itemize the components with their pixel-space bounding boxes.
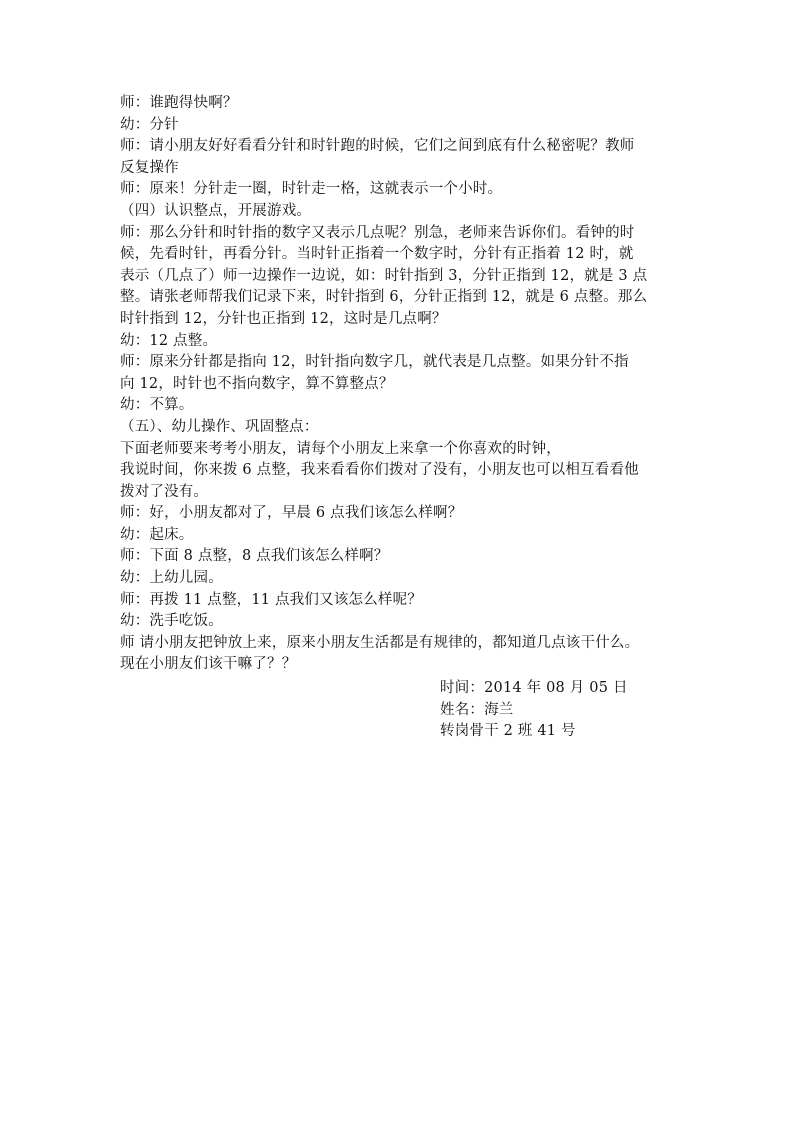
text-line: 师：好，小朋友都对了，早晨 6 点我们该怎么样啊？ bbox=[120, 505, 463, 522]
text-line: 反复操作 bbox=[120, 159, 179, 176]
signature-block bbox=[440, 678, 680, 743]
text-line: 师：谁跑得快啊？ bbox=[120, 95, 238, 111]
text-line: 师：原来！分针走一圈，时针走一格，这就表示一个小时。 bbox=[120, 181, 503, 198]
text-line: 幼：起床。 bbox=[120, 526, 194, 543]
text-line: 幼：12 点整。 bbox=[120, 332, 218, 349]
text-line: 师：再拨 11 点整，11 点我们又该怎么样呢？ bbox=[120, 591, 423, 608]
text-line: 候，先看时针，再看分针。当时针正指着一个数字时，分针有正指着 12 时，就 bbox=[120, 246, 634, 263]
text-line: 师：下面 8 点整，8 点我们该怎么样啊？ bbox=[120, 548, 389, 565]
text-line: 表示（几点了）师一边操作一边说，如：时针指到 3，分针正指到 12，就是 3 点 bbox=[120, 267, 648, 284]
text-line: 向 12，时针也不指向数字，算不算整点？ bbox=[120, 375, 394, 392]
text-line: 现在小朋友们该干嘛了？？ bbox=[120, 656, 297, 673]
signature-name: 姓名：海兰 bbox=[440, 701, 514, 718]
text-line: 师：那么分针和时针指的数字又表示几点呢？别急，老师来告诉你们。看钟的时 bbox=[120, 224, 635, 241]
text-line: 整。请张老师帮我们记录下来，时针指到 6，分针正指到 12，就是 6 点整。那么 bbox=[120, 289, 648, 306]
text-line: 幼：上幼儿园。 bbox=[120, 570, 223, 587]
section-heading: （五）、幼儿操作、巩固整点： bbox=[120, 418, 319, 435]
signature-date: 时间：2014 年 08 月 05 日 bbox=[440, 680, 628, 696]
text-line: 时针指到 12，分针也正指到 12，这时是几点啊？ bbox=[120, 310, 447, 327]
signature-class: 转岗骨干 2 班 41 号 bbox=[440, 723, 576, 739]
text-line: 我说时间，你来拨 6 点整，我来看看你们拨对了没有，小朋友也可以相互看看他 bbox=[120, 462, 639, 479]
text-line: 师：原来分针都是指向 12，时针指向数字几，就代表是几点整。如果分针不指 bbox=[120, 354, 629, 371]
section-heading: （四）认识整点，开展游戏。 bbox=[120, 202, 312, 219]
document-body bbox=[120, 93, 680, 676]
text-line: 师：请小朋友好好看看分针和时针跑的时候，它们之间到底有什么秘密呢？教师 bbox=[120, 138, 635, 155]
text-line: 幼：洗手吃饭。 bbox=[120, 613, 223, 630]
text-line: 幼：分针 bbox=[120, 116, 179, 133]
text-line: 下面老师要来考考小朋友，请每个小朋友上来拿一个你喜欢的时钟， bbox=[120, 440, 561, 457]
text-line: 拨对了没有。 bbox=[120, 483, 209, 500]
text-line: 幼：不算。 bbox=[120, 397, 194, 414]
text-line: 师 请小朋友把钟放上来，原来小朋友生活都是有规律的，都知道几点该干什么。 bbox=[120, 634, 640, 651]
